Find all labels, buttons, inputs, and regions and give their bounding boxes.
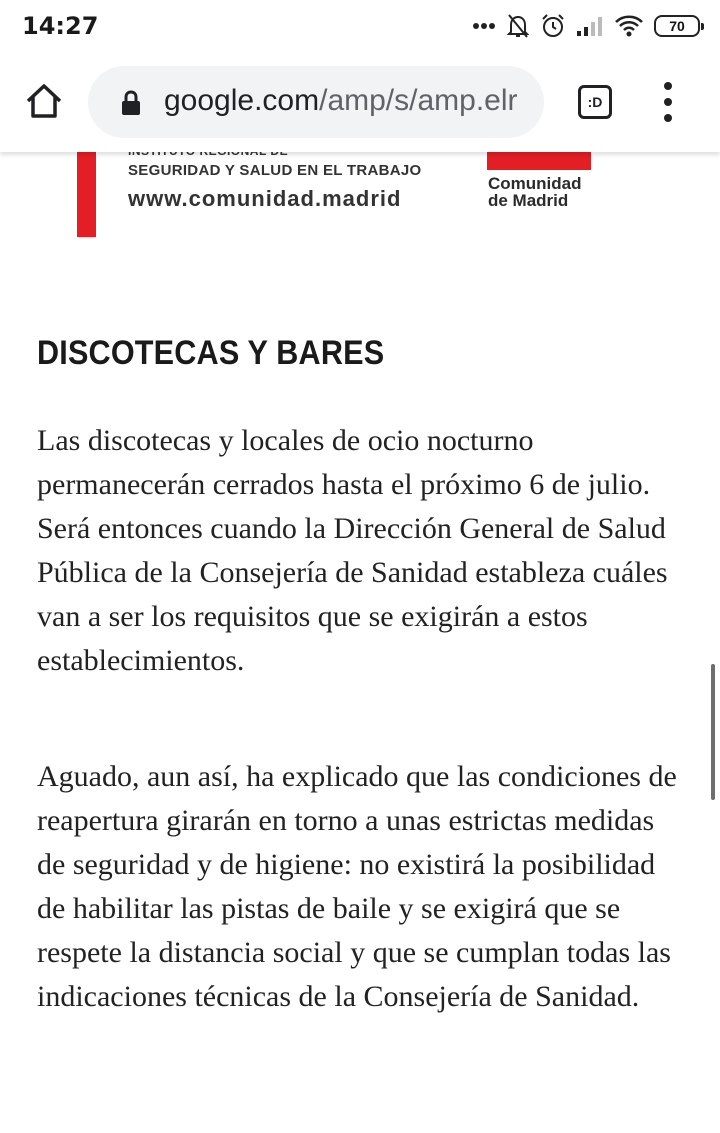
comunidad-logo-line2: de Madrid: [488, 191, 569, 210]
scrollbar-thumb[interactable]: [711, 664, 715, 800]
comunidad-logo-mark: [487, 152, 591, 170]
signal-icon: [576, 15, 604, 37]
banner-red-bar: [77, 152, 96, 237]
comunidad-logo-line1: Comunidad: [488, 174, 582, 193]
battery-level: 70: [669, 18, 685, 34]
status-icons: [472, 12, 700, 40]
section-heading: DISCOTECAS Y BARES: [37, 334, 385, 372]
article-paragraph: Las discotecas y locales de ocio nocturno permanecerán cerrados hasta el próximo 6 de julio. Será entonces cuando la Dirección General de Salud Pública de la Consejería de Sanidad estableza cuáles van a ser los requisitos que se exigirán a estos establecimientos.: [37, 424, 668, 677]
status-time: 14:27: [22, 12, 99, 40]
url-bar[interactable]: [88, 66, 544, 138]
article-paragraph: Aguado, aun así, ha explicado que las condiciones de reapertura girarán en torno a unas estrictas medidas de seguridad y de higiene: no existirá la posibilidad de habilitar las pistas de baile y se exigirá que se respete la distancia social y que se cumplan todas las indicaciones técnicas de la Consejería de Sanidad.: [37, 760, 677, 1013]
more-dots-icon: [472, 22, 496, 30]
banner-website: www.comunidad.madrid: [128, 186, 402, 211]
article-banner-image: [0, 152, 720, 252]
banner-institute-line: SEGURIDAD Y SALUD EN EL TRABAJO: [128, 162, 422, 179]
overflow-menu-icon[interactable]: [656, 78, 680, 126]
battery-icon: [654, 15, 700, 37]
bell-off-icon: [506, 13, 530, 39]
url-path: /amp/s/amp.elr: [319, 84, 518, 117]
wifi-icon: [614, 14, 644, 38]
home-button[interactable]: [22, 80, 66, 124]
tabs-label: :D: [587, 94, 603, 110]
browser-toolbar: [0, 52, 720, 152]
alarm-icon: [540, 13, 566, 39]
url-text[interactable]: [164, 84, 518, 118]
lock-icon[interactable]: [120, 90, 142, 116]
url-domain: google.com: [164, 84, 320, 117]
home-icon: [22, 80, 66, 124]
tab-switcher-icon[interactable]: [578, 85, 612, 119]
status-bar: [0, 0, 720, 52]
